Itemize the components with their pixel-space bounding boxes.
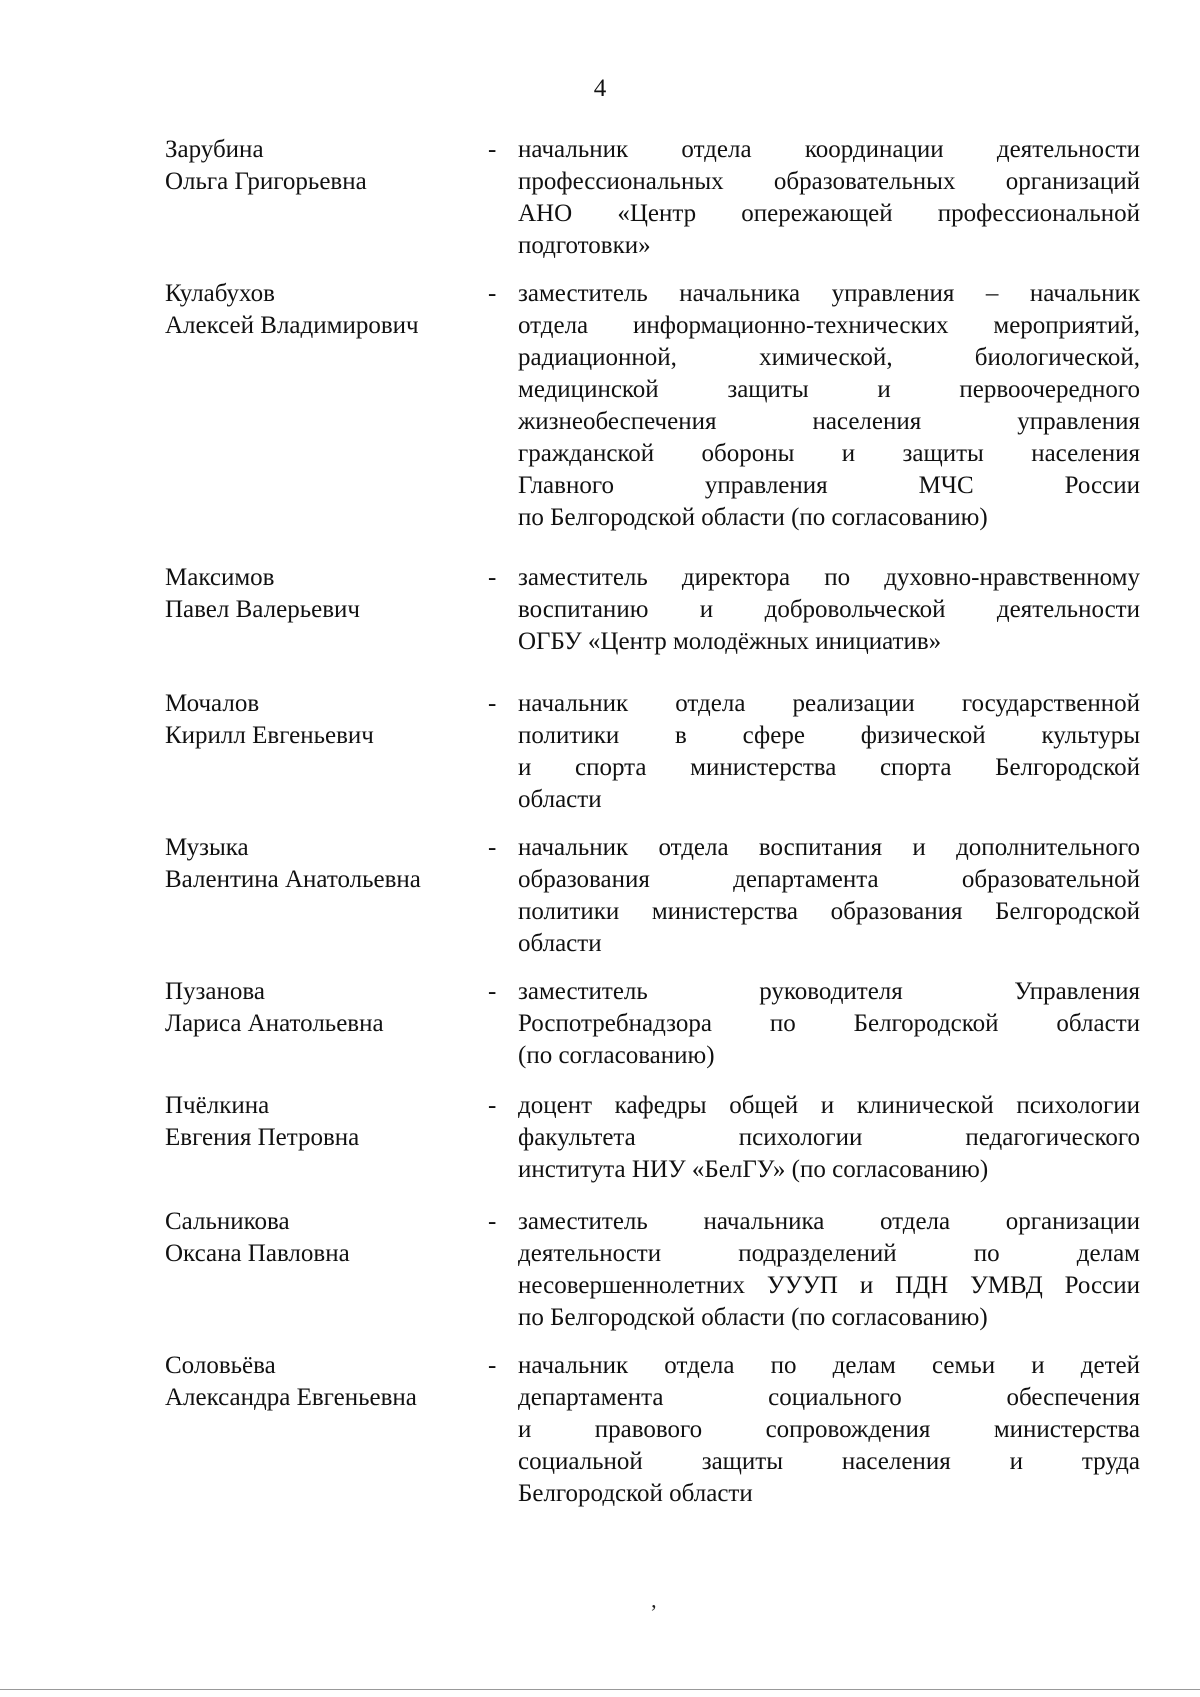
member-surname: Мочалов xyxy=(165,690,260,717)
member-surname: Сальникова xyxy=(165,1208,290,1235)
member-dash: - xyxy=(488,136,497,163)
member-name xyxy=(165,278,485,342)
member-role-line: отдела информационно-технических мероприятий, xyxy=(518,312,1140,339)
member-dash: - xyxy=(488,564,497,591)
member-role xyxy=(518,278,1140,534)
member-role-line: несовершеннолетних УУУП и ПДН УМВД России xyxy=(518,1272,1140,1299)
member-role xyxy=(518,688,1140,816)
member-given-names: Валентина Анатольевна xyxy=(165,866,421,893)
member-role-line: профессиональных образовательных организаций xyxy=(518,168,1140,195)
member-surname: Максимов xyxy=(165,564,275,591)
member-role-line: заместитель руководителя Управления xyxy=(518,978,1140,1005)
member-role-line: (по согласованию) xyxy=(518,1042,715,1069)
member-dash: - xyxy=(488,834,497,861)
member-role-line: политики министерства образования Белгородской xyxy=(518,898,1140,925)
member-role xyxy=(518,1206,1140,1334)
member-surname: Пчёлкина xyxy=(165,1092,270,1119)
member-name xyxy=(165,976,485,1040)
member-role xyxy=(518,134,1140,262)
member-dash: - xyxy=(488,280,497,307)
member-given-names: Александра Евгеньевна xyxy=(165,1384,417,1411)
member-role-line: заместитель директора по духовно-нравственному xyxy=(518,564,1140,591)
member-role-line: Роспотребнадзора по Белгородской области xyxy=(518,1010,1140,1037)
member-given-names: Евгения Петровна xyxy=(165,1124,360,1151)
member-role-line: области xyxy=(518,786,602,813)
member-dash: - xyxy=(488,690,497,717)
member-dash: - xyxy=(488,1352,497,1379)
member-role xyxy=(518,1090,1140,1186)
member-given-names: Павел Валерьевич xyxy=(165,596,360,623)
page-number: 4 xyxy=(593,75,607,102)
bottom-rule xyxy=(0,1689,1200,1690)
member-role-line: по Белгородской области (по согласованию) xyxy=(518,1304,988,1331)
member-role-line: области xyxy=(518,930,602,957)
member-name xyxy=(165,1206,485,1270)
member-role-line: института НИУ «БелГУ» (по согласованию) xyxy=(518,1156,989,1183)
member-surname: Музыка xyxy=(165,834,249,861)
member-role xyxy=(518,976,1140,1072)
member-role-line: начальник отдела воспитания и дополнительного xyxy=(518,834,1140,861)
member-dash: - xyxy=(488,1208,497,1235)
member-surname: Кулабухов xyxy=(165,280,275,307)
member-role-line: начальник отдела координации деятельности xyxy=(518,136,1140,163)
member-role-line: образования департамента образовательной xyxy=(518,866,1140,893)
member-name xyxy=(165,688,485,752)
member-role-line: подготовки» xyxy=(518,232,651,259)
member-surname: Пузанова xyxy=(165,978,265,1005)
member-role-line: жизнеобеспечения населения управления xyxy=(518,408,1140,435)
member-given-names: Алексей Владимирович xyxy=(165,312,419,339)
member-role-line: заместитель начальника отдела организации xyxy=(518,1208,1140,1235)
member-role-line: и правового сопровождения министерства xyxy=(518,1416,1140,1443)
member-role-line: медицинской защиты и первоочередного xyxy=(518,376,1140,403)
member-name xyxy=(165,832,485,896)
member-role-line: радиационной, химической, биологической, xyxy=(518,344,1140,371)
member-name xyxy=(165,134,485,198)
member-name xyxy=(165,1350,485,1414)
member-given-names: Ольга Григорьевна xyxy=(165,168,367,195)
member-given-names: Лариса Анатольевна xyxy=(165,1010,384,1037)
member-role-line: Белгородской области xyxy=(518,1480,753,1507)
member-role xyxy=(518,562,1140,658)
member-role-line: по Белгородской области (по согласованию) xyxy=(518,504,988,531)
member-role-line: гражданской обороны и защиты населения xyxy=(518,440,1140,467)
member-dash: - xyxy=(488,978,497,1005)
member-role-line: и спорта министерства спорта Белгородской xyxy=(518,754,1140,781)
member-given-names: Оксана Павловна xyxy=(165,1240,350,1267)
member-role-line: доцент кафедры общей и клинической психологии xyxy=(518,1092,1140,1119)
member-role-line: воспитанию и добровольческой деятельности xyxy=(518,596,1140,623)
member-role-line: начальник отдела реализации государственной xyxy=(518,690,1140,717)
member-role-line: ОГБУ «Центр молодёжных инициатив» xyxy=(518,628,942,655)
member-role-line: начальник отдела по делам семьи и детей xyxy=(518,1352,1140,1379)
member-role-line: АНО «Центр опережающей профессиональной xyxy=(518,200,1140,227)
member-role-line: социальной защиты населения и труда xyxy=(518,1448,1140,1475)
member-role xyxy=(518,832,1140,960)
member-surname: Зарубина xyxy=(165,136,264,163)
member-name xyxy=(165,1090,485,1154)
member-given-names: Кирилл Евгеньевич xyxy=(165,722,374,749)
member-role-line: политики в сфере физической культуры xyxy=(518,722,1140,749)
member-surname: Соловьёва xyxy=(165,1352,276,1379)
member-role-line: деятельности подразделений по делам xyxy=(518,1240,1140,1267)
member-name xyxy=(165,562,485,626)
member-role-line: Главного управления МЧС России xyxy=(518,472,1140,499)
member-role-line: факультета психологии педагогического xyxy=(518,1124,1140,1151)
member-role-line: департамента социального обеспечения xyxy=(518,1384,1140,1411)
member-dash: - xyxy=(488,1092,497,1119)
member-role xyxy=(518,1350,1140,1510)
member-role-line: заместитель начальника управления – начальник xyxy=(518,280,1140,307)
scan-mark: ʼ xyxy=(650,1600,658,1625)
